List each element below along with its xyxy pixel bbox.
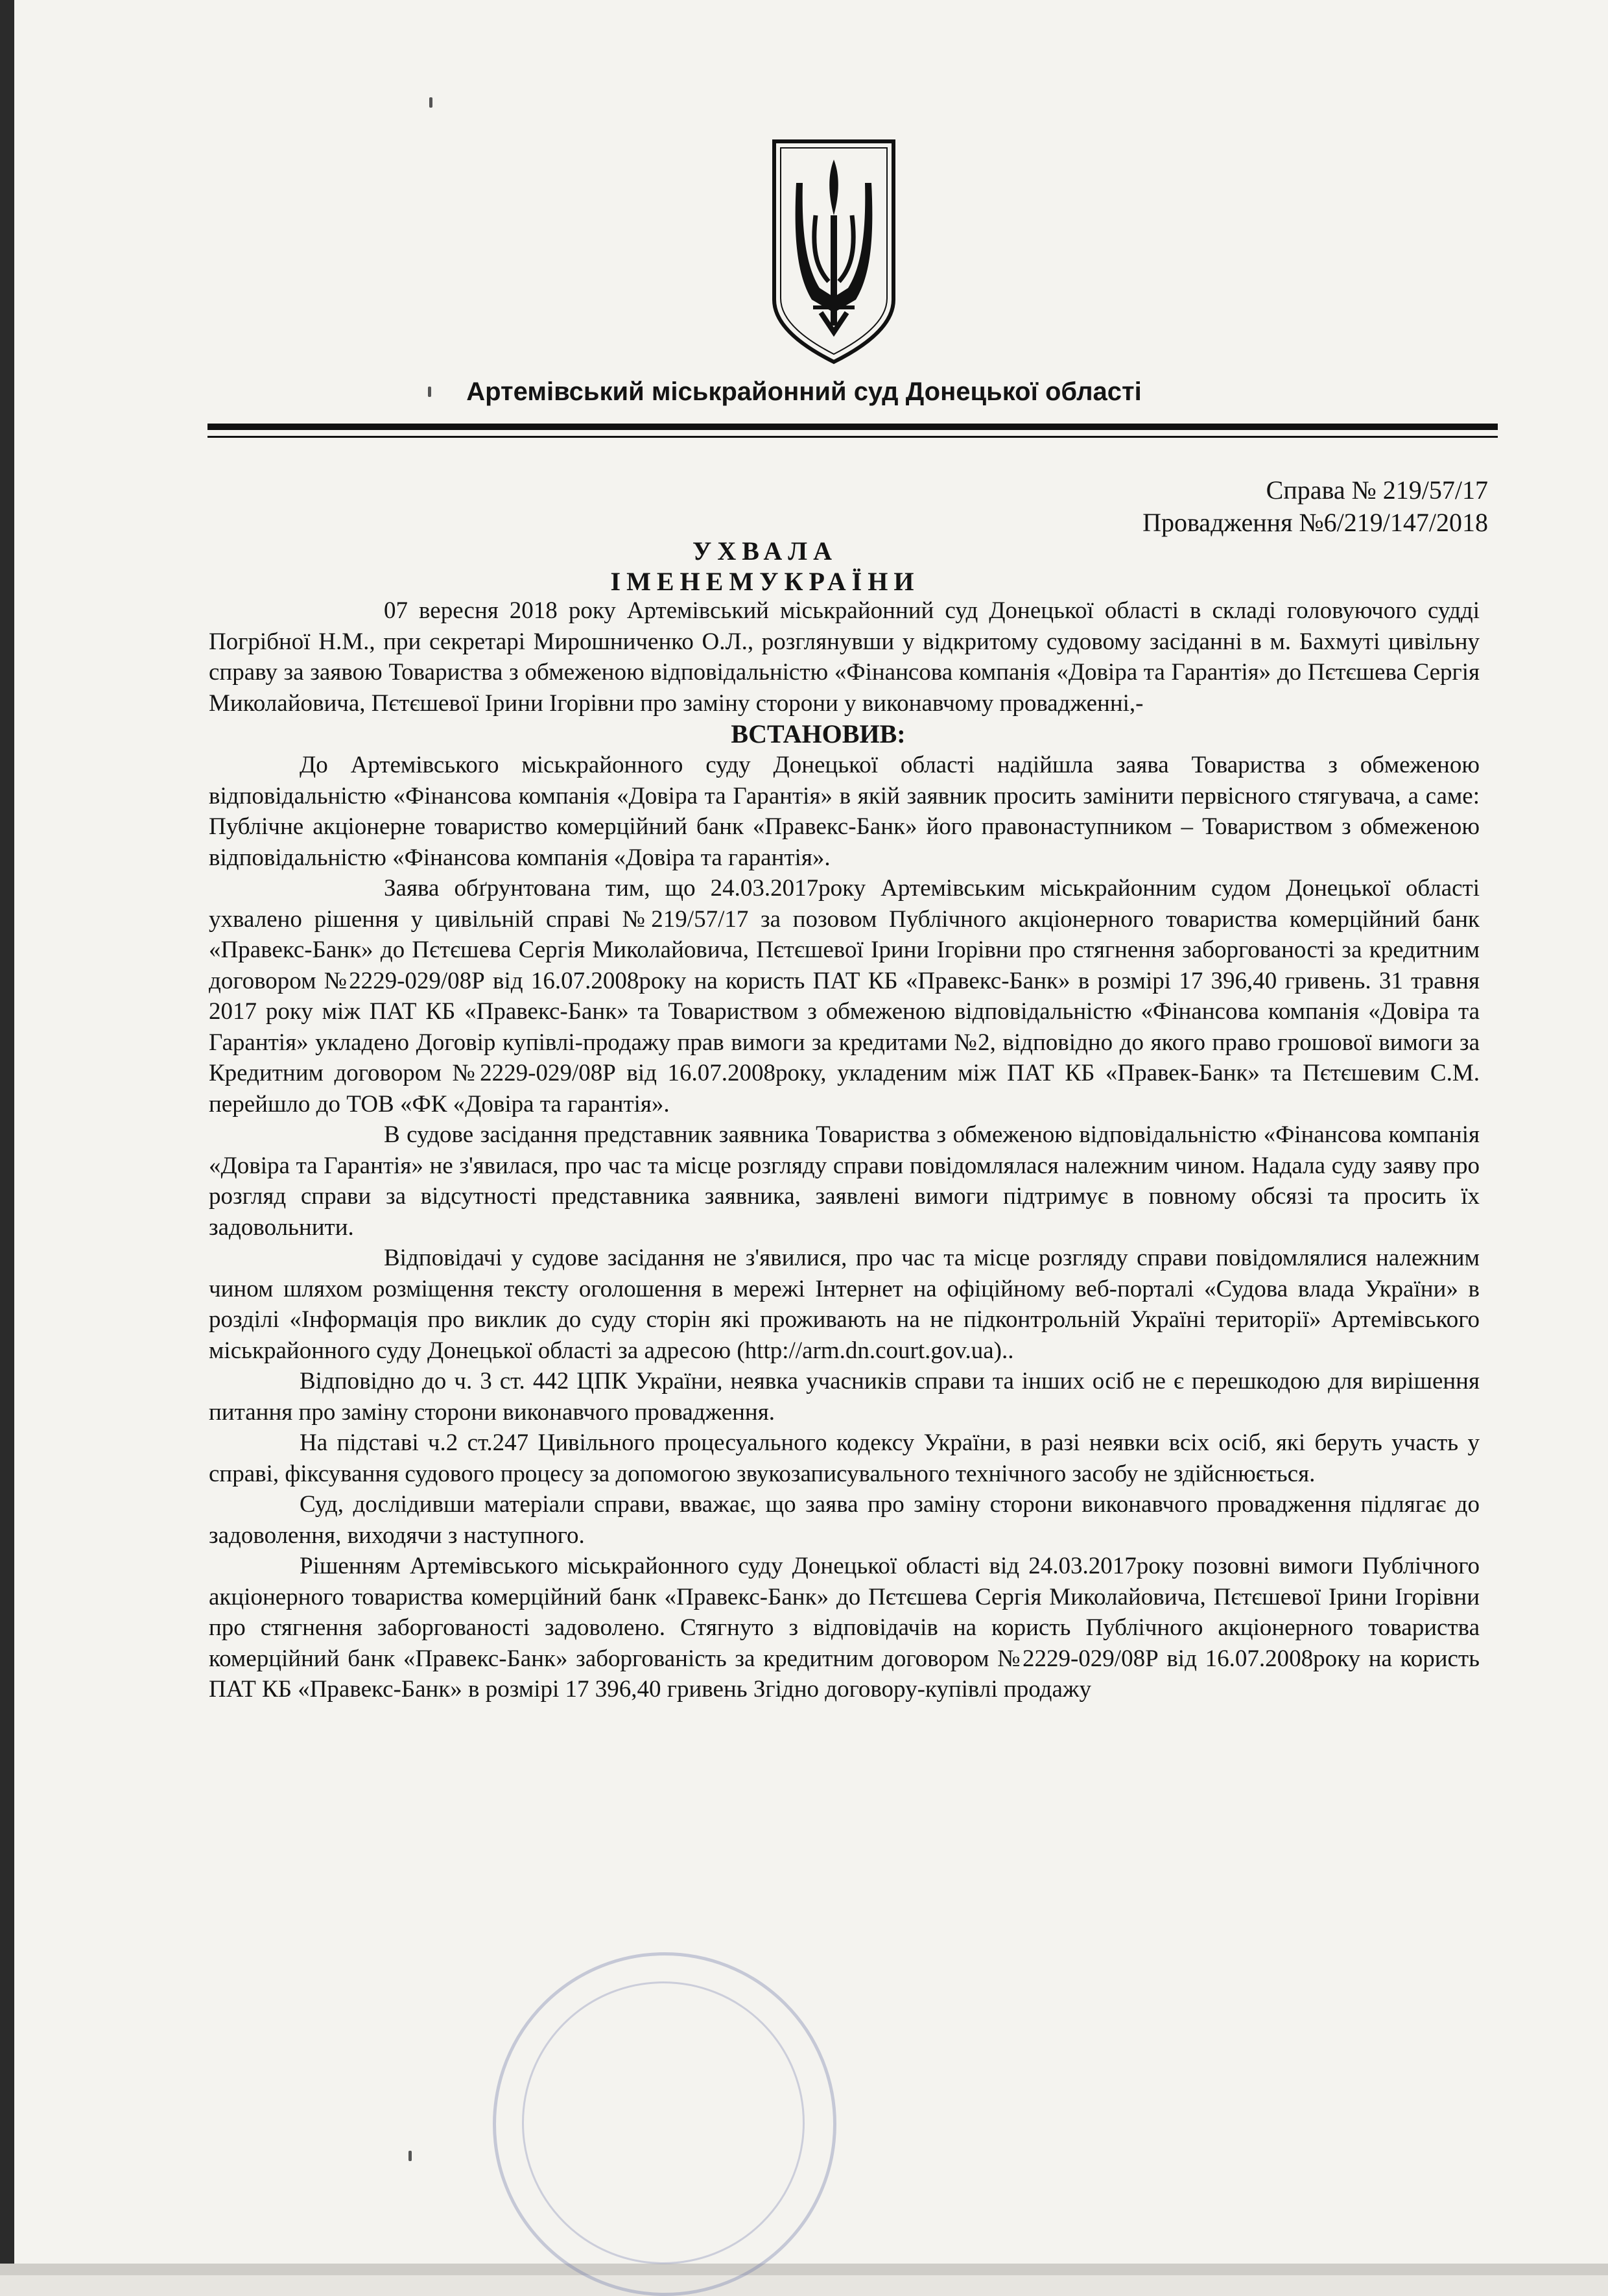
scan-speck bbox=[408, 2151, 412, 2161]
body-paragraph: Відповідно до ч. 3 ст. 442 ЦПК України, неявка учасників справи та інших осіб не є перешкодою для вирішення питання про заміну сторони виконавчого провадження. bbox=[209, 1368, 1480, 1426]
body-paragraph: До Артемівського міськрайонного суду Донецької області надійшла заява Товариства з обмеженою відповідальністю «Фінансова компанія «Довіра та Гарантія» в якій заявник просить замінити первісного стягувача, а саме: Публічне акціонерне товариство комерційний банк «Правекс-Банк» його правонаступником – Товариством з обмеженою відповідальністю «Фінансова компанія «Довіра та гарантія». bbox=[209, 752, 1480, 871]
scan-edge-bottom bbox=[0, 2264, 1608, 2275]
body-paragraph: Суд, дослідивши матеріали справи, вважає, що заява про заміну сторони виконавчого провадження підлягає до задоволення, виходячи з наступного. bbox=[209, 1491, 1480, 1549]
header-rule-thick bbox=[207, 424, 1498, 430]
proceeding-number: Провадження №6/219/147/2018 bbox=[1142, 508, 1488, 537]
body-paragraph: Заява обґрунтована тим, що 24.03.2017року Артемівським міськрайонним судом Донецької області ухвалено рішення у цивільній справі №219/57/17 за позовом Публічного акціонерного товариства комерційний банк «Правекс-Банк» до Пєтєшева Сергія Миколайовича, Пєтєшевої Ірини Ігорівни про стягнення заборгованості за кредитним договором №2229-029/08Р від 16.07.2008року на користь ПАТ КБ «Правекс-Банк» в розмірі 17 396,40 гривень. 31 травня 2017 року між ПАТ КБ «Правекс-Банк» та Товариством з обмеженою відповідальністю «Фінансова компанія «Довіра та Гарантія» укладено Договір купівлі-продажу прав вимоги за кредитами №2, відповідно до якого право грошової вимоги за Кредитним договором №2229-029/08Р від 16.07.2008року, укладеним між ПАТ КБ «Правек-Банк» та Пєтєшевим С.М. перейшло до ТОВ «ФК «Довіра та гарантія». bbox=[209, 875, 1480, 1118]
document-body bbox=[209, 595, 1480, 1705]
body-paragraph: Рішенням Артемівського міськрайонного суду Донецької області від 24.03.2017року позовні вимоги Публічного акціонерного товариства комерційний банк «Правекс-Банк» до Пєтєшева Сергія Миколайовича, Пєтєшевої Ірини Ігорівни про стягнення заборгованості задоволено. Стягнуто з відповідачів на користь Публічного акціонерного товариства комерційний банк «Правекс-Банк» заборгованість за кредитним договором №2229-029/08Р від 16.07.2008року на користь ПАТ КБ «Правекс-Банк» в розмірі 17 396,40 гривень Згідно договору-купівлі продажу bbox=[209, 1553, 1480, 1703]
document-title: УХВАЛА bbox=[692, 536, 838, 566]
header-rule-thin bbox=[207, 436, 1498, 438]
case-number: Справа № 219/57/17 bbox=[1266, 475, 1488, 505]
coat-of-arms-of-ukraine-icon bbox=[770, 138, 897, 366]
body-paragraph: На підставі ч.2 ст.247 Цивільного процесуального кодексу України, в разі неявки всіх осіб, які беруть участь у справі, фіксування судового процесу за допомогою звукозаписувального технічного засобу не здійснюється. bbox=[209, 1429, 1480, 1487]
court-name: Артемівський міськрайонний суд Донецької області bbox=[466, 377, 1142, 406]
scan-edge-left bbox=[0, 0, 14, 2275]
court-seal-stamp bbox=[493, 1952, 836, 2296]
intro-paragraph: 07 вересня 2018 року Артемівський міськрайонний суд Донецької області в складі головуючого судді Погрібної Н.М., при секретарі Мирошниченко О.Л., розглянувши у відкритому судовому засіданні в м. Бахмуті цивільну справу за заявою Товариства з обмеженою відповідальністю «Фінансова компанія «Довіра та Гарантія» до Пєтєшева Сергія Миколайовича, Пєтєшевої Ірини Ігорівни про заміну сторони у виконавчому провадженні,- bbox=[209, 597, 1480, 717]
document-subtitle: ІМЕНЕМУКРАЇНИ bbox=[610, 567, 920, 596]
body-paragraph: В судове засідання представник заявника Товариства з обмеженою відповідальністю «Фінансова компанія «Довіра та Гарантія» не з'явилася, про час та місце розгляду справи повідомлялася належним чином. Надала суду заяву про розгляд справи за відсутності представника заявника, заявлені вимоги підтримує в повному обсязі та просить їх задовольнити. bbox=[209, 1121, 1480, 1241]
section-heading: ВСТАНОВИВ: bbox=[731, 719, 906, 748]
scan-speck bbox=[429, 97, 432, 108]
body-paragraph: Відповідачі у судове засідання не з'явилися, про час та місце розгляду справи повідомлялися належним чином шляхом розміщення тексту оголошення в мережі Інтернет на офіційному веб-порталі «Судова влада України» в розділі «Інформація про виклик до суду сторін які проживають на не підконтрольній Україні території» Артемівського міськрайонного суду Донецької області за адресою (http://arm.dn.court.gov.ua).. bbox=[209, 1245, 1480, 1364]
